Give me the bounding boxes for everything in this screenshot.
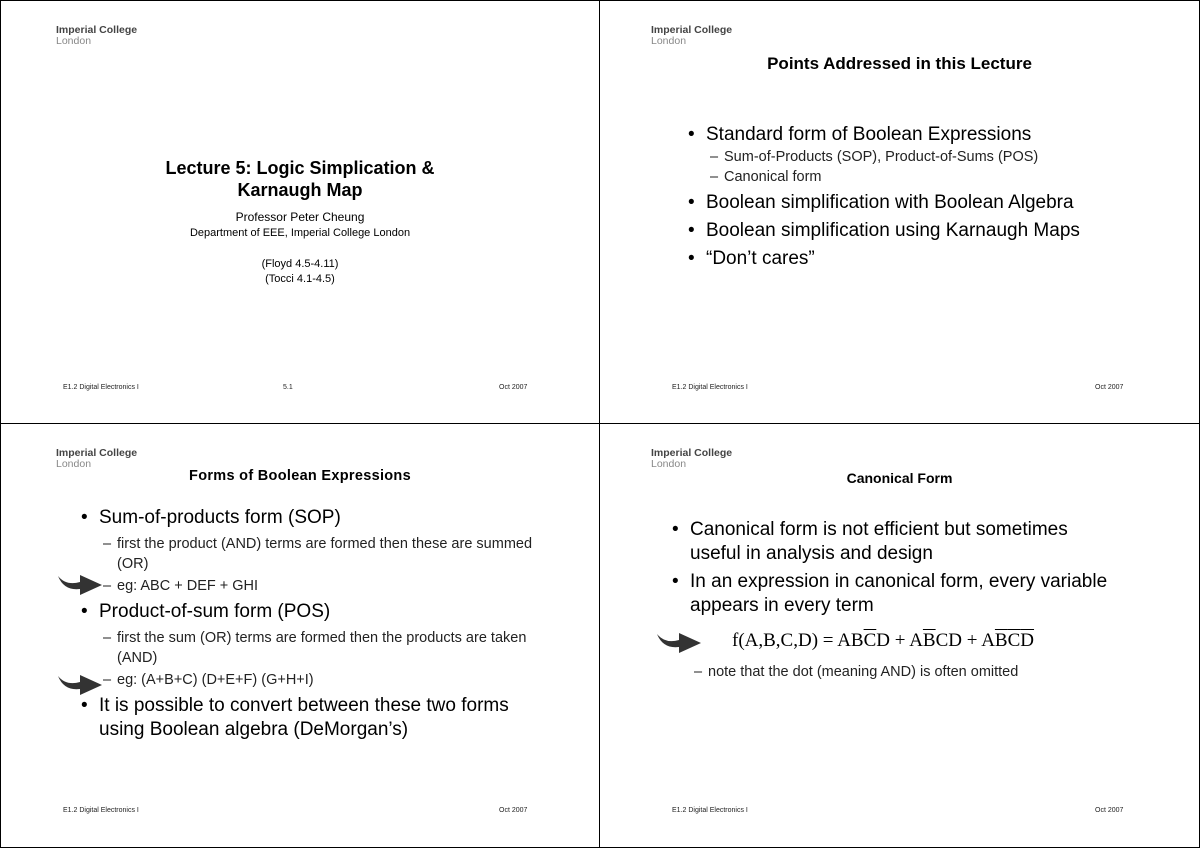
formula-term: $\overline{B}$ (994, 630, 1008, 651)
formula-term: A (981, 630, 995, 651)
slide-points (599, 0, 1200, 424)
footer-course: E1.2 Digital Electronics I (63, 807, 139, 814)
list-item: • It is possible to convert between these two forms using Boolean algebra (DeMorgan’s) (77, 694, 547, 742)
footer-course: E1.2 Digital Electronics I (672, 807, 748, 814)
slide-heading: Forms of Boolean Expressions (189, 468, 411, 484)
formula-term: CD (935, 630, 963, 651)
formula-term: $\overline{C}$ (863, 630, 877, 651)
footer-course: E1.2 Digital Electronics I (672, 384, 748, 391)
list-subitem: – Canonical form (684, 167, 1184, 187)
slide-forms (0, 423, 600, 848)
footer-page: 5.1 (283, 384, 293, 391)
bullet-list (668, 518, 1108, 618)
list-subitem: – eg: (A+B+C) (D+E+F) (G+H+I) (77, 670, 547, 690)
formula-term: $\overline{C}$ (1007, 630, 1021, 651)
bullet-list (684, 123, 1184, 271)
list-item: • Standard form of Boolean Expressions (684, 123, 1184, 147)
logo-line2: London (651, 35, 687, 47)
slide-heading: Points Addressed in this Lecture (767, 54, 1032, 73)
canonical-formula (732, 630, 1034, 652)
footer-date: Oct 2007 (1095, 807, 1124, 814)
logo-line2: London (56, 458, 92, 470)
pointing-arrow-icon (56, 572, 104, 596)
footer-date: Oct 2007 (499, 384, 528, 391)
list-item: • In an expression in canonical form, every variable appears in every term (668, 570, 1108, 618)
slide-title (0, 0, 600, 424)
footer-course: E1.2 Digital Electronics I (63, 384, 139, 391)
logo-line2: London (651, 458, 687, 470)
list-item: • Canonical form is not efficient but sometimes useful in analysis and design (668, 518, 1108, 566)
list-item: • Sum-of-products form (SOP) (77, 506, 547, 530)
logo-line1: Imperial College (651, 24, 733, 36)
lecture-title-line2: Karnaugh Map (237, 180, 363, 200)
formula-plus: + (890, 630, 910, 651)
logo-line1: Imperial College (651, 447, 733, 459)
footer-date: Oct 2007 (1095, 384, 1124, 391)
author: Professor Peter Cheung (235, 210, 365, 224)
lecture-title-line1: Lecture 5: Logic Simplication & (165, 158, 435, 178)
list-subitem: – first the sum (OR) terms are formed then the products are taken (AND) (77, 628, 547, 668)
slide-canonical (599, 423, 1200, 848)
formula-term: $\overline{D}$ (1020, 630, 1035, 651)
list-subitem: – Sum-of-Products (SOP), Product-of-Sums (POS) (684, 147, 1184, 167)
imperial-logo (56, 25, 137, 47)
formula-term: AB (837, 630, 864, 651)
imperial-logo (651, 448, 732, 470)
list-item: • Boolean simplification with Boolean Algebra (684, 191, 1184, 215)
note-list (668, 662, 1128, 682)
list-item: • “Don’t cares” (684, 247, 1184, 271)
pointing-arrow-icon (655, 630, 703, 654)
imperial-logo (56, 448, 137, 470)
bullet-list (77, 506, 547, 742)
formula-term: $\overline{B}$ (922, 630, 936, 651)
list-subitem: – note that the dot (meaning AND) is often omitted (668, 662, 1128, 682)
pointing-arrow-icon (56, 672, 104, 696)
reference-tocci: (Tocci 4.1-4.5) (265, 273, 335, 285)
footer-date: Oct 2007 (499, 807, 528, 814)
imperial-logo (651, 25, 732, 47)
lecture-title (1, 157, 599, 201)
logo-line2: London (56, 35, 92, 47)
formula-plus: + (962, 630, 982, 651)
formula-term: D (876, 630, 891, 651)
formula-term: A (909, 630, 923, 651)
logo-line1: Imperial College (56, 447, 138, 459)
slide-heading: Canonical Form (846, 470, 953, 486)
list-subitem: – eg: ABC + DEF + GHI (77, 576, 547, 596)
list-item: • Boolean simplification using Karnaugh Maps (684, 219, 1184, 243)
logo-line1: Imperial College (56, 24, 138, 36)
formula-lhs: f(A,B,C,D) = (732, 630, 838, 651)
list-item: • Product-of-sum form (POS) (77, 600, 547, 624)
reference-floyd: (Floyd 4.5-4.11) (261, 258, 339, 270)
department: Department of EEE, Imperial College London (189, 227, 411, 239)
list-subitem: – first the product (AND) terms are formed then these are summed (OR) (77, 534, 547, 574)
